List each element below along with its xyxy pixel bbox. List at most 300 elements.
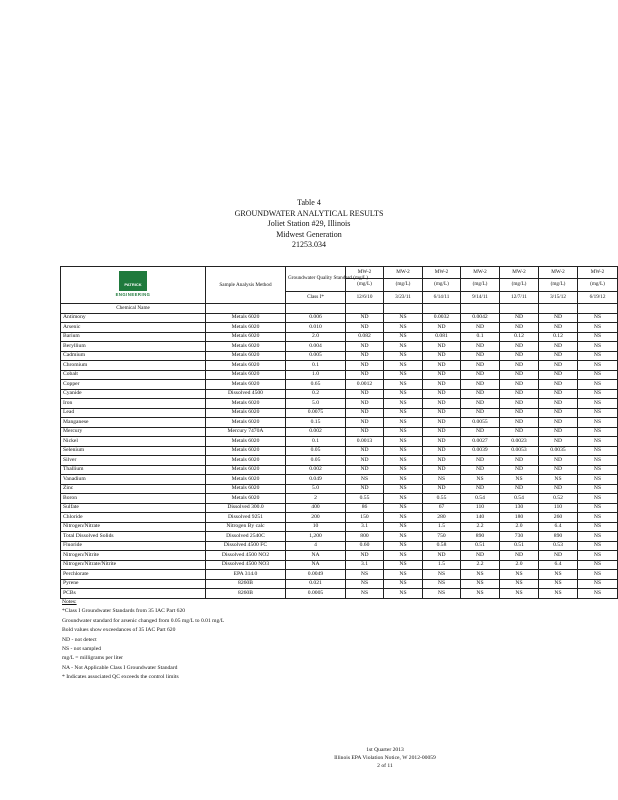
table-row — [61, 323, 618, 333]
result-cell: 6.4 — [539, 522, 578, 532]
result-cell: 180 — [500, 513, 539, 523]
result-cell: NS — [578, 361, 618, 371]
result-cell: NS — [384, 427, 423, 437]
result-cell: NS — [578, 465, 618, 475]
note-line: NA - Not Applicable Class I Groundwater Standard — [62, 664, 178, 671]
table-row — [61, 522, 618, 532]
table-row — [61, 361, 618, 371]
result-cell: 0.0053 — [500, 446, 539, 456]
standard-cell: 0.010 — [286, 323, 346, 333]
chemical-name-cell: Fluoride — [61, 541, 206, 551]
chemical-name-cell: Vanadium — [61, 475, 206, 485]
result-cell: NS — [384, 551, 423, 561]
result-cell: 2.2 — [461, 522, 500, 532]
result-cell: ND — [423, 380, 461, 390]
result-cell: ND — [346, 465, 384, 475]
result-cell: NS — [384, 570, 423, 580]
unit-header: (mg/L) — [346, 279, 384, 291]
result-cell: 1.5 — [423, 522, 461, 532]
result-cell: ND — [500, 456, 539, 466]
result-cell: NS — [423, 579, 461, 589]
table-row — [61, 437, 618, 447]
method-cell: Dissolved 300.0 — [206, 503, 286, 513]
result-cell: ND — [500, 361, 539, 371]
chemical-name-cell: Barium — [61, 332, 206, 342]
result-cell: NS — [384, 484, 423, 494]
chemical-name-cell: PCBs — [61, 589, 206, 599]
method-cell: EPA 314.0 — [206, 570, 286, 580]
footer-page-number: 2 of 11 — [377, 763, 393, 769]
result-cell: 3.1 — [346, 522, 384, 532]
result-cell: NS — [578, 427, 618, 437]
well-header: MW-2 — [461, 267, 500, 279]
result-cell: NS — [384, 399, 423, 409]
result-cell: NS — [578, 560, 618, 570]
result-cell: 0.58 — [423, 541, 461, 551]
result-cell: NS — [384, 541, 423, 551]
result-cell: NS — [578, 418, 618, 428]
standard-cell: 0.05 — [286, 456, 346, 466]
result-cell: 2.0 — [500, 522, 539, 532]
result-cell: 0.54 — [461, 494, 500, 504]
result-cell: 260 — [539, 513, 578, 523]
date-header: 12/6/10 — [346, 291, 384, 303]
result-cell: 1.5 — [423, 560, 461, 570]
site-name: Joliet Station #29, Illinois — [267, 219, 351, 228]
chemical-name-cell: Beryllium — [61, 342, 206, 352]
result-cell: ND — [346, 399, 384, 409]
result-cell: ND — [346, 484, 384, 494]
table-title: GROUNDWATER ANALYTICAL RESULTS — [234, 208, 384, 218]
result-cell: ND — [461, 380, 500, 390]
result-cell: NS — [578, 541, 618, 551]
result-cell: ND — [539, 370, 578, 380]
standard-cell: 0.65 — [286, 380, 346, 390]
result-cell: ND — [423, 351, 461, 361]
standard-cell: 0.006 — [286, 313, 346, 323]
method-header: Sample Analysis Method — [206, 267, 286, 304]
result-cell: NS — [578, 389, 618, 399]
chemical-name-cell: Pyrene — [61, 579, 206, 589]
chemical-name-cell: Selenium — [61, 446, 206, 456]
chemical-name-cell: Arsenic — [61, 323, 206, 333]
result-cell: ND — [539, 437, 578, 447]
result-cell: ND — [423, 389, 461, 399]
result-cell: ND — [423, 446, 461, 456]
table-row — [61, 342, 618, 352]
result-cell: NS — [578, 579, 618, 589]
result-cell: NS — [384, 560, 423, 570]
chemical-name-cell: Thallium — [61, 465, 206, 475]
result-cell: NS — [578, 570, 618, 580]
result-cell: NS — [384, 503, 423, 513]
footer-quarter: 1st Quarter 2013 — [366, 747, 404, 753]
standard-cell: 2.0 — [286, 332, 346, 342]
standard-cell: 200 — [286, 513, 346, 523]
unit-header: (mg/L) — [423, 279, 461, 291]
result-cell: ND — [346, 361, 384, 371]
table-row — [61, 370, 618, 380]
method-cell: Dissolved 4500 — [206, 389, 286, 399]
standard-cell: 10 — [286, 522, 346, 532]
standard-cell: 0.049 — [286, 475, 346, 485]
table-row — [61, 570, 618, 580]
method-cell: Metals 6020 — [206, 418, 286, 428]
result-cell: NS — [384, 323, 423, 333]
result-cell: ND — [500, 351, 539, 361]
standard-cell: NA — [286, 551, 346, 561]
result-cell: NS — [384, 313, 423, 323]
chemical-name-cell: Chromium — [61, 361, 206, 371]
result-cell: NS — [346, 475, 384, 485]
result-cell: 0.12 — [500, 332, 539, 342]
standard-cell: NA — [286, 560, 346, 570]
result-cell: NS — [461, 579, 500, 589]
result-cell: NS — [578, 323, 618, 333]
result-cell: NS — [500, 579, 539, 589]
result-cell: ND — [539, 465, 578, 475]
method-cell: Dissolved 2540C — [206, 532, 286, 542]
result-cell: ND — [461, 370, 500, 380]
result-cell: NS — [578, 408, 618, 418]
table-row — [61, 389, 618, 399]
chemical-name-cell: Nitrogen/Nitrate/Nitrite — [61, 560, 206, 570]
standard-cell: 0.005 — [286, 351, 346, 361]
result-cell: NS — [578, 380, 618, 390]
result-cell: ND — [423, 399, 461, 409]
date-header: 6/14/11 — [423, 291, 461, 303]
result-cell: 110 — [461, 503, 500, 513]
method-cell: Nitrogen By calc — [206, 522, 286, 532]
note-line: * Indicates associated QC exceeds the control limits — [62, 674, 179, 681]
result-cell: ND — [461, 399, 500, 409]
table-row — [61, 427, 618, 437]
chemical-name-cell: Total Dissolved Solids — [61, 532, 206, 542]
table-row — [61, 456, 618, 466]
well-header: MW-2 — [500, 267, 539, 279]
result-cell: NS — [578, 484, 618, 494]
chemical-name-cell: Mercury — [61, 427, 206, 437]
result-cell: 0.54 — [500, 494, 539, 504]
page-footer — [300, 746, 470, 770]
date-header: 9/14/11 — [461, 291, 500, 303]
logo-brand: ENGINEERING — [115, 292, 151, 297]
result-cell: ND — [539, 342, 578, 352]
result-cell: 890 — [461, 532, 500, 542]
chemical-name-cell: Antimony — [61, 313, 206, 323]
date-header: 12/7/11 — [500, 291, 539, 303]
result-cell: 67 — [423, 503, 461, 513]
method-cell: Metals 6020 — [206, 456, 286, 466]
chemical-name-cell: Perchlorate — [61, 570, 206, 580]
result-cell: NS — [384, 437, 423, 447]
chemical-name-cell: Cadmium — [61, 351, 206, 361]
result-cell: 0.0055 — [461, 418, 500, 428]
method-cell: Metals 6020 — [206, 446, 286, 456]
result-cell: ND — [539, 456, 578, 466]
result-cell: 0.1 — [461, 332, 500, 342]
table-row — [61, 513, 618, 523]
result-cell: NS — [384, 475, 423, 485]
method-cell: Metals 6020 — [206, 494, 286, 504]
result-cell: ND — [461, 342, 500, 352]
result-cell: 0.60 — [346, 541, 384, 551]
result-cell: ND — [461, 361, 500, 371]
result-cell: 0.0013 — [346, 437, 384, 447]
result-cell: 0.081 — [423, 332, 461, 342]
table-row — [61, 408, 618, 418]
result-cell: NS — [578, 370, 618, 380]
result-cell: NS — [346, 579, 384, 589]
result-cell: ND — [423, 370, 461, 380]
client-name: Midwest Generation — [276, 229, 342, 239]
result-cell: ND — [539, 323, 578, 333]
result-cell: NS — [384, 522, 423, 532]
result-cell: ND — [461, 551, 500, 561]
result-cell: ND — [346, 323, 384, 333]
result-cell: NS — [539, 579, 578, 589]
result-cell: NS — [384, 579, 423, 589]
standard-cell: 0.1 — [286, 437, 346, 447]
note-line: Groundwater standard for arsenic changed from 0.05 mg/L to 0.01 mg/L — [62, 617, 225, 624]
result-cell: NS — [346, 570, 384, 580]
result-cell: ND — [346, 408, 384, 418]
result-cell: ND — [539, 380, 578, 390]
standard-cell: 0.0005 — [286, 589, 346, 599]
result-cell: NS — [384, 494, 423, 504]
result-cell: ND — [346, 427, 384, 437]
result-cell: 2.0 — [500, 560, 539, 570]
result-cell: NS — [384, 589, 423, 599]
result-cell: NS — [461, 589, 500, 599]
well-header: MW-2 — [423, 267, 461, 279]
result-cell: NS — [384, 456, 423, 466]
result-cell: 0.55 — [346, 494, 384, 504]
result-cell: NS — [500, 475, 539, 485]
chemical-name-cell: Lead — [61, 408, 206, 418]
result-cell: 150 — [346, 513, 384, 523]
method-cell: Metals 6020 — [206, 332, 286, 342]
result-cell: NS — [346, 589, 384, 599]
result-cell: ND — [500, 484, 539, 494]
result-cell: ND — [423, 456, 461, 466]
well-header: MW-2 — [384, 267, 423, 279]
standard-header: Groundwater Quality Standard (mg/L) — [286, 267, 346, 292]
chemical-name-cell: Sulfate — [61, 503, 206, 513]
project-number: 21253.034 — [292, 240, 326, 249]
table-number: Table 4 — [297, 198, 321, 207]
result-cell: 2.2 — [461, 560, 500, 570]
result-cell: NS — [384, 465, 423, 475]
result-cell: ND — [500, 551, 539, 561]
chemical-name-cell: Nickel — [61, 437, 206, 447]
result-cell: ND — [500, 313, 539, 323]
method-cell: 8260B — [206, 579, 286, 589]
standard-cell: 0.2 — [286, 389, 346, 399]
result-cell: NS — [578, 494, 618, 504]
result-cell: ND — [539, 551, 578, 561]
table-row — [61, 380, 618, 390]
result-cell: NS — [578, 399, 618, 409]
company-logo — [102, 271, 164, 299]
note-line: Bold values show exceedances of 35 IAC Part 620 — [62, 627, 176, 634]
result-cell: NS — [539, 570, 578, 580]
method-cell: Dissolved 9251 — [206, 513, 286, 523]
method-cell: Metals 6020 — [206, 399, 286, 409]
result-cell: 0.0027 — [461, 437, 500, 447]
result-cell: ND — [500, 427, 539, 437]
logo-cell — [61, 267, 206, 304]
method-cell: Metals 6020 — [206, 361, 286, 371]
result-cell: ND — [539, 418, 578, 428]
chemical-name-cell: Silver — [61, 456, 206, 466]
result-cell: ND — [500, 389, 539, 399]
result-cell: 730 — [500, 532, 539, 542]
note-line: ND - not detect — [62, 636, 97, 643]
result-cell: NS — [578, 351, 618, 361]
result-cell: NS — [500, 589, 539, 599]
result-cell: ND — [500, 380, 539, 390]
method-cell: Dissolved 4500 FC — [206, 541, 286, 551]
table-title-block — [0, 198, 618, 251]
table-row — [61, 465, 618, 475]
result-cell: NS — [578, 437, 618, 447]
note-line: NS - not sampled — [62, 646, 101, 653]
method-cell: Metals 6020 — [206, 323, 286, 333]
result-cell: 0.0042 — [461, 313, 500, 323]
result-cell: NS — [578, 475, 618, 485]
well-header: MW-2 — [578, 267, 618, 279]
result-cell: ND — [346, 351, 384, 361]
result-cell: ND — [423, 465, 461, 475]
result-cell: 0.0023 — [500, 437, 539, 447]
result-cell: ND — [346, 456, 384, 466]
result-cell: NS — [539, 475, 578, 485]
standard-cell: 0.1 — [286, 361, 346, 371]
method-cell: Metals 6020 — [206, 370, 286, 380]
standard-cell: 5.0 — [286, 399, 346, 409]
result-cell: NS — [578, 332, 618, 342]
chemical-name-cell: Cobalt — [61, 370, 206, 380]
table-row — [61, 579, 618, 589]
table-row — [61, 313, 618, 323]
result-cell: NS — [423, 570, 461, 580]
result-cell: ND — [461, 389, 500, 399]
note-line: *Class I Groundwater Standards from 35 IAC Part 620 — [62, 608, 186, 615]
result-cell: NS — [578, 522, 618, 532]
table-row — [61, 589, 618, 599]
result-cell: ND — [500, 323, 539, 333]
result-cell: 0.0032 — [423, 313, 461, 323]
chemical-name-cell: Nitrogen/Nitrate — [61, 522, 206, 532]
result-cell: NS — [384, 408, 423, 418]
result-cell: 86 — [346, 503, 384, 513]
table-row — [61, 332, 618, 342]
result-cell: ND — [461, 323, 500, 333]
result-cell: ND — [346, 313, 384, 323]
result-cell: 0.082 — [346, 332, 384, 342]
result-cell: NS — [578, 513, 618, 523]
result-cell: ND — [461, 427, 500, 437]
groundwater-results-table — [60, 266, 618, 599]
result-cell: ND — [461, 408, 500, 418]
result-cell: ND — [423, 418, 461, 428]
result-cell: 800 — [346, 532, 384, 542]
table-row — [61, 494, 618, 504]
well-header: MW-2 — [346, 267, 384, 279]
result-cell: ND — [539, 313, 578, 323]
result-cell: 750 — [423, 532, 461, 542]
result-cell: ND — [423, 551, 461, 561]
result-cell: 0.0012 — [346, 380, 384, 390]
result-cell: 890 — [539, 532, 578, 542]
method-cell: 8260B — [206, 589, 286, 599]
result-cell: ND — [500, 370, 539, 380]
result-cell: ND — [423, 342, 461, 352]
method-cell: Metals 6020 — [206, 342, 286, 352]
result-cell: NS — [384, 370, 423, 380]
result-cell: ND — [539, 361, 578, 371]
table-row — [61, 503, 618, 513]
table-row — [61, 446, 618, 456]
standard-cell: 4 — [286, 541, 346, 551]
result-cell: ND — [423, 437, 461, 447]
result-cell: ND — [423, 408, 461, 418]
table-row — [61, 532, 618, 542]
standard-cell: 0.004 — [286, 342, 346, 352]
result-cell: 3.1 — [346, 560, 384, 570]
result-cell: NS — [384, 389, 423, 399]
result-cell: ND — [500, 399, 539, 409]
table-row — [61, 475, 618, 485]
result-cell: ND — [500, 418, 539, 428]
result-cell: ND — [346, 342, 384, 352]
chemical-name-cell: Manganese — [61, 418, 206, 428]
table-row — [61, 418, 618, 428]
chemical-name-cell: Chloride — [61, 513, 206, 523]
standard-cell: 1,200 — [286, 532, 346, 542]
date-header: 3/23/11 — [384, 291, 423, 303]
result-cell: ND — [346, 551, 384, 561]
method-cell: Metals 6020 — [206, 351, 286, 361]
logo-mark: PATRICK — [119, 271, 147, 291]
result-cell: NS — [578, 503, 618, 513]
unit-header: (mg/L) — [500, 279, 539, 291]
chemical-name-cell: Zinc — [61, 484, 206, 494]
result-cell: NS — [578, 551, 618, 561]
result-cell: NS — [384, 446, 423, 456]
result-cell: NS — [384, 418, 423, 428]
result-cell: 6.4 — [539, 560, 578, 570]
result-cell: ND — [500, 465, 539, 475]
standard-cell: 0.002 — [286, 427, 346, 437]
result-cell: NS — [578, 446, 618, 456]
result-cell: 110 — [539, 503, 578, 513]
method-cell: Metals 6020 — [206, 313, 286, 323]
result-cell: NS — [384, 532, 423, 542]
date-header: 3/15/12 — [539, 291, 578, 303]
result-cell: NS — [500, 570, 539, 580]
result-cell: ND — [346, 446, 384, 456]
method-cell: Metals 6020 — [206, 408, 286, 418]
result-cell: ND — [539, 427, 578, 437]
result-cell: ND — [346, 370, 384, 380]
result-cell: NS — [384, 332, 423, 342]
chemical-name-cell: Nitrogen/Nitrite — [61, 551, 206, 561]
table-row — [61, 541, 618, 551]
result-cell: 140 — [461, 513, 500, 523]
method-cell: Mercury 7470A — [206, 427, 286, 437]
